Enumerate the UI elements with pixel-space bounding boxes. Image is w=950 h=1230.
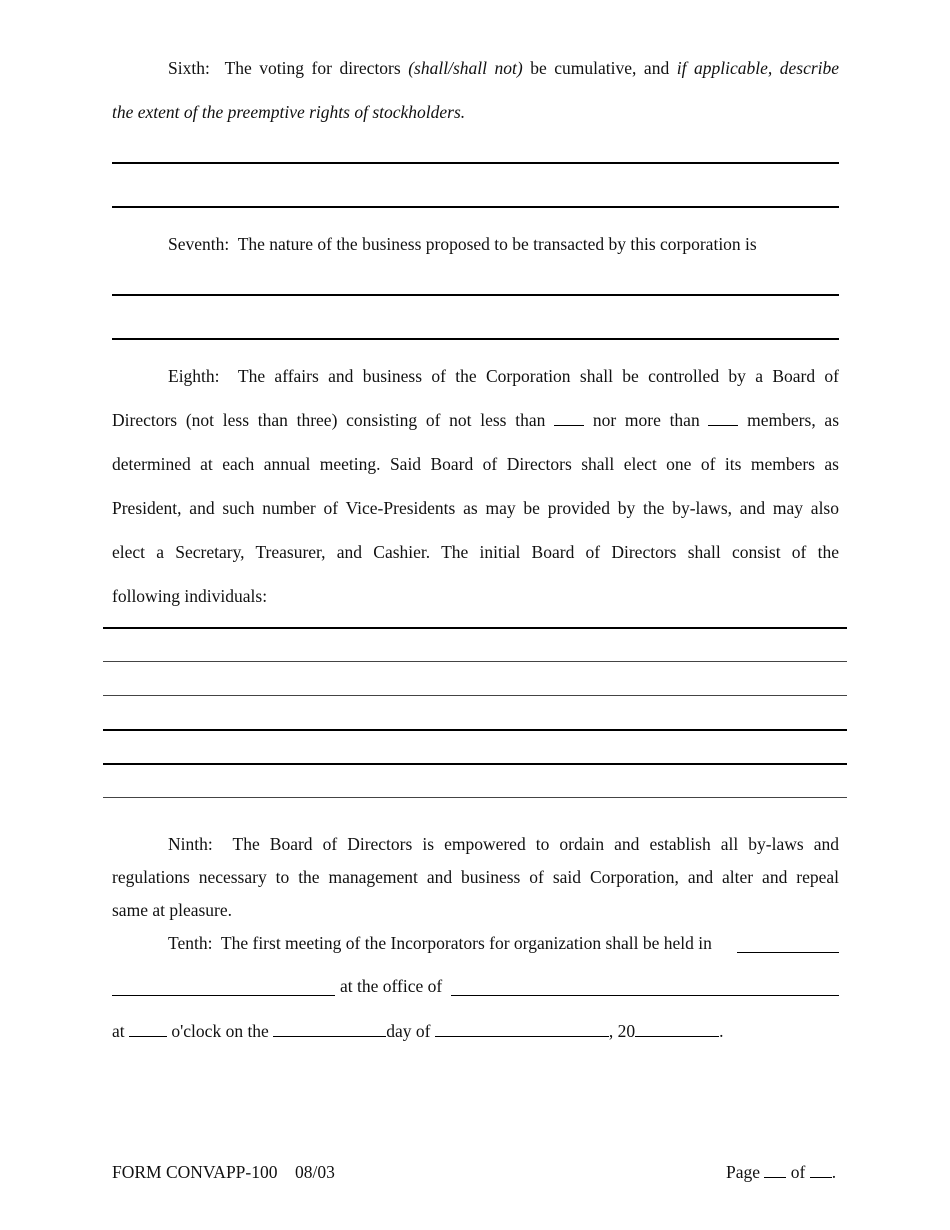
eighth-line2-c: members, as [747,410,840,430]
director-line-2[interactable] [103,661,847,662]
of-label: of [790,1162,806,1182]
eighth-line-4 [112,498,839,518]
at-label: at [112,1021,125,1041]
sixth-answer-line-1[interactable] [112,162,839,164]
director-line-1[interactable] [103,627,847,629]
tenth-line1-text: The first meeting of the Incorporators for organization shall be held in [220,933,712,953]
eighth-line3-text: determined at each annual meeting. Said Board of Directors shall elect one of its members as [112,454,839,474]
seventh-answer-line-2[interactable] [112,338,839,340]
director-line-3[interactable] [103,695,847,696]
seventh-answer-line-1[interactable] [112,294,839,296]
sixth-italic-a: if applicable, describe [676,58,840,78]
director-line-6[interactable] [103,797,847,798]
sixth-text-b: be cumulative, and [530,58,670,78]
sixth-shall-option: (shall/shall not) [408,58,523,78]
seventh-line [168,234,757,254]
eighth-line1-text: The affairs and business of the Corporation shall be controlled by a Board of [237,366,839,386]
tenth-time-line [112,1021,723,1041]
sixth-line-2 [112,102,465,122]
ninth-line1-text: The Board of Directors is empowered to ordain and establish all by-laws and [232,834,839,854]
ninth-label: Ninth: [168,834,213,854]
footer-page-number [726,1162,836,1182]
eighth-line2-b: nor more than [592,410,700,430]
min-directors-blank[interactable] [554,411,584,426]
ninth-line2-text: regulations necessary to the management and business of said Corporation, and alter and repeal [112,867,839,887]
tenth-end: . [719,1021,724,1041]
page-number-blank[interactable] [764,1163,786,1178]
year-blank[interactable] [635,1022,719,1037]
sixth-line-1 [168,58,839,78]
sixth-label: Sixth: [168,58,210,78]
eighth-label: Eighth: [168,366,220,386]
director-line-4[interactable] [103,729,847,731]
seventh-text: The nature of the business proposed to be transacted by this corporation is [237,234,757,254]
meeting-location-blank-2[interactable] [112,981,335,996]
eighth-line-6 [112,586,267,606]
ninth-line3-text: same at pleasure. [112,900,233,920]
year-prefix: , 20 [608,1021,636,1041]
eighth-line-2 [112,410,839,430]
form-id: FORM CONVAPP-100 [112,1162,278,1182]
sixth-answer-line-2[interactable] [112,206,839,208]
oclock-label: o'clock on the [171,1021,269,1041]
eighth-line6-text: following individuals: [112,586,268,606]
tenth-office-text [340,976,442,996]
director-line-5[interactable] [103,763,847,765]
max-directors-blank[interactable] [708,411,738,426]
page-label: Page [726,1162,761,1182]
meeting-location-blank-1[interactable] [737,938,839,953]
eighth-line5-text: elect a Secretary, Treasurer, and Cashier. The initial Board of Directors shall consist of the [112,542,839,562]
seventh-label: Seventh: [168,234,230,254]
footer-form-id [112,1162,335,1182]
sixth-text-a: The voting for directors [224,58,401,78]
eighth-line-5 [112,542,839,562]
ninth-line-2 [112,867,839,887]
office-label: at the office of [340,976,443,996]
hour-blank[interactable] [129,1022,167,1037]
tenth-label: Tenth: [168,933,213,953]
page-total-blank[interactable] [810,1163,832,1178]
ninth-line-1 [168,834,839,854]
footer-end: . [831,1162,837,1182]
eighth-line2-a: Directors (not less than three) consisting of not less than [112,410,546,430]
day-blank[interactable] [273,1022,386,1037]
tenth-line-1 [168,933,712,953]
eighth-line-1 [168,366,839,386]
ninth-line-3 [112,900,232,920]
form-date: 08/03 [295,1162,335,1182]
day-of-label: day of [386,1021,431,1041]
eighth-line4-text: President, and such number of Vice-Presidents as may be provided by the by-laws, and may also [112,498,839,518]
eighth-line-3 [112,454,839,474]
month-blank[interactable] [435,1022,609,1037]
sixth-italic-b: the extent of the preemptive rights of stockholders. [112,102,466,122]
office-of-blank[interactable] [451,981,839,996]
